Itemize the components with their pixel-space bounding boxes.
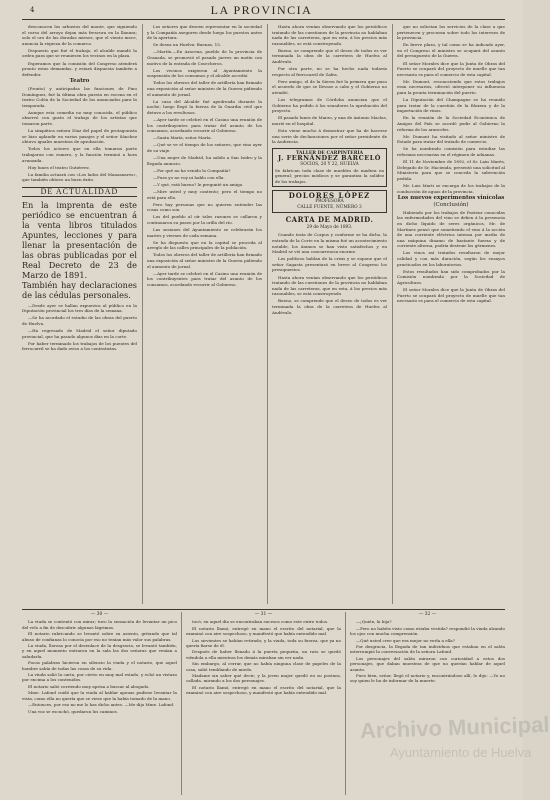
column-divider <box>345 612 346 795</box>
newspaper-title: LA PROVINCIA <box>210 3 313 17</box>
paragraph: —Pues yo no voy ni hablo con ella. <box>153 174 225 180</box>
page-number: 4 <box>30 6 35 14</box>
paragraph: Los sirvientes se habían retirado; y la viuda, toda su fuerza, que ya no quería fiarse de él. <box>186 637 341 649</box>
ad-address: CALLE FUENTE, NÚMERO 3 <box>297 204 362 210</box>
ad-title: TALLER DE CARPINTERÍA <box>295 150 364 156</box>
paragraph: El 11 de Noviembre de 1892, el Sr. Lain Marés, Delegado de Sr. Hacienda, presentó una solicitud al Ministerio para que se conceda la subvención pedida. <box>397 159 505 181</box>
column-divider <box>181 612 182 795</box>
paragraph: Cuando trata de Corpus y conforme se ha dicho, la entrada de la Corte en la misma fué un acontecimiento notable, los ánimos se han visto satisfechos y en Madrid se vió una concurrencia enorme. <box>272 232 387 255</box>
paragraph: —Y qué, está bueno? le pregunté un amigo. <box>153 181 244 187</box>
paragraph: Todos los obreros del taller de artillería han firmado una exposición al señor ministro de la Guerra pidiendo el aumento de jornal. <box>147 252 262 269</box>
dateline: 29 de Mayo de 1893. <box>306 224 353 230</box>
paragraph: Las sesiones del Ayuntamiento se celebrarán los martes y viernes de cada semana. <box>147 227 262 238</box>
paragraph: Mr. Dumont ha visitado al señor ministro de Estado para tratar del tratado de comercio. <box>397 133 505 145</box>
advertisement-profesora <box>272 190 387 213</box>
advertisement-carpinteria <box>272 148 387 188</box>
column-divider <box>142 24 143 604</box>
column-divider <box>267 24 268 604</box>
paragraph: Se desea un Huelva: Buenas, 15. <box>153 42 222 48</box>
paragraph: Los telegramas de Córdoba anuncian que el Gobierno ha pedido á los senadores la aprobación del proyecto. <box>272 97 387 114</box>
column-2 <box>147 24 262 604</box>
paragraph: —Ha regresado de Madrid el señor diputado provincial, que ha pasado algunos días en la corte. <box>22 327 137 339</box>
paragraph: (Pronto) y anticipadas las funciones de Pino Domínguez, fué la última obra puesta en escena en el teatro Colón de la Sociedad de los anunciados para la temporada. <box>22 85 137 108</box>
paragraph: Mme. Lafond cuidó que la viuda al hablar apenas pudiese levantar la vista, como ella no quería que se viese que la había tomado de la mano. <box>22 690 177 701</box>
paragraph: —Ayer tarde se celebró en el Casino una reunión de los contribuyentes para tratar del asunto de los consumos, acordando recurrir al Gobierno. <box>147 116 262 134</box>
paragraph: Los vecinos exigieron al Ayuntamiento la suspensión de los consumos y el alcalde accedió. <box>147 67 262 79</box>
paragraph: —Por qué no ha venido la Compañía? <box>153 167 231 173</box>
ad-role: PROFESORA <box>315 199 344 205</box>
serial-column-3 <box>350 612 505 795</box>
paragraph: Pocas palabras hicieron en silencio la viuda y el notario, que aquel hombre sabía de todas las cosas de su vida. <box>22 660 177 671</box>
column-3 <box>272 24 387 604</box>
paragraph: —Mire usted y muy contento; pero el tiempo no está para ello. <box>147 188 262 200</box>
paragraph: —Entonces, por eso no me lo has dicho antes. —Me dijo Mme. Lafond. <box>28 702 175 708</box>
paragraph: —Santa María, señor María. <box>153 135 212 141</box>
paragraph: Dispuesto que fué el trabajo, el alcalde mandó la orden para que se reuniesen los vecinos en la plaza. <box>22 47 137 59</box>
section-subheading: (Conclusión) <box>433 201 469 208</box>
paragraph: Estos resultados han sido comprobados por la Comisión nombrada por la Sociedad de Agricultura. <box>397 268 505 285</box>
section-heading-actualidad: DE ACTUALIDAD <box>22 187 137 197</box>
paragraph: tocó, en aquel día se encontraban sucesos como este entre todos. <box>192 619 329 625</box>
section-heading-vinicolas: Los nuevos experimentos vinícolas <box>397 194 505 201</box>
paragraph: —Qué se ve el tiempo de los señores, que vino ayer de su viaje. <box>147 142 262 153</box>
archive-watermark-subtitle: Ayuntamiento de Huelva <box>390 745 532 760</box>
paragraph: —Martín.—En Aracena, pueblo de la provincia de Granada, se promovió el pasado jueves un motín con motivo de la entrada de Cosecheros. <box>147 49 262 66</box>
paragraph: El pasado lunes de Marzo, y una de Antonio Maclas, murió en el hospital. <box>272 115 387 126</box>
paragraph: Aunque esta comedia no muy conocida, el público observó con gusto el trabajo de los artistas que tomaron parte. <box>22 109 137 126</box>
paragraph: La viuda, llorosa por el desenlace de la desgracia, se levantó también, y en aquel momento entraron en la sala las dos señoras que venían a saludarla. <box>22 643 177 659</box>
paragraph: —Desde ayer se hallan expuestos al público en la Diputación provincial los tres días de la semana. <box>22 302 137 314</box>
paragraph: —Pero no habéis visto como estaba vestida? respondió la viuda alzando los ojos con mucha comprensión. <box>350 625 505 637</box>
paragraph: Por desgracia, la llegada de tan individuos que estaban en el salón interrumpió la conversación de la señora Lafond. <box>350 644 505 655</box>
serial-column-1 <box>22 612 177 795</box>
paragraph: Después de haber llenado á la puerta pequeña, un rato se quedó viéndola a ella mientras los demás miraban sin ver nada. <box>186 649 341 660</box>
paragraph: Bueno, se comprende que el deseo de todos es ver terminada la obra de la carretera de Huelva al Andévalo. <box>272 47 387 65</box>
paragraph: desconocen los arbustos del monte, que siguiendo el curso del arroyo dejan más frescura en la llanura; solo el oro de las doradas mieses, que el viento mece, anuncia la riqueza de la comarca. <box>22 24 137 46</box>
paragraph: —Qué usted cree que era mejor no verla a ella? <box>356 637 455 643</box>
paragraph: Bueno, se comprende que el deseo de todos es ver terminada la obra de la carretera de Huelva al Andévalo. <box>272 298 387 315</box>
paragraph: Los políticos hablan de la crisis y se supone que el señor Sagasta presentará en breve al Congreso los presupuestos. <box>272 256 387 273</box>
paragraph: Hoy lunes el teatro Gutiérrez. <box>28 164 91 170</box>
paragraph: —Ayer tarde se celebró en el Casino una reunión de los contribuyentes para tratar del asunto de los consumos, acordando recurrir al Gobierno. <box>147 270 262 287</box>
paragraph: Todos los obreros del taller de artillería han firmado una exposición al señor ministro de la Guerra pidiendo el aumento de jornal. <box>147 80 262 97</box>
paragraph: La familia actuará con «Los lados del Manzanares», que también obtuvo un buen éxito. <box>22 171 137 183</box>
paragraph: El señor Morales dice que la Junta de Obras del Puerto se ocupará del proyecto de muelle que tan necesario es para el comercio de esta capital. <box>397 60 505 77</box>
lead-paragraph: También hay declaraciones de las cédulas personales. <box>22 279 137 300</box>
paragraph: Todos los actores que en ella tomaron parte trabajaron con esmero, y la función terminó a hora avanzada. <box>22 146 137 163</box>
paragraph: Sin embargo, al cerrar, que no había ninguna clase de papeles de la casa, salió temblando de miedo. <box>186 661 341 672</box>
column-4 <box>397 24 505 604</box>
paragraph: —¡Quién, la hija? <box>356 619 392 625</box>
paragraph: Hasta ahora venían observando que los periódicos tratando de las cuestiones de la provincia no hablaban nada de las carreteras, que en esta, á los precios más razonables, se está construyendo. <box>272 274 387 297</box>
paragraph: Mr. Luis Marti se encarga de los trabajos de la conducción de aguas de la provincia. <box>397 182 505 194</box>
paragraph: Por otra parte, no se ha hecho nada todavía respecto al ferrocarril de Zafra. <box>272 66 387 77</box>
paragraph: Los señores que deseen representar en la sociedad y la Compañía aseguren desde luego los puestos antes de la apertura. <box>147 24 262 41</box>
serial-page-number: — 31 — <box>254 612 273 617</box>
paragraph: Esto viene mucho á demostrar que ha de hacerse una serie de declaraciones por el señor presidente de la Audiencia. <box>272 128 387 145</box>
lead-paragraph: En la imprenta de este periódico se encuentran á la venta libros titulados Apuntes, lecciones y para llenar la presentación de las obras publicadas por el Real Decreto de 23 de Marzo de 1891. <box>22 199 137 280</box>
archive-watermark: Archivo Municipal <box>359 711 550 744</box>
paragraph: El notario llamó, entregó en mano el escrito del notaríal, que la examinó con aire sospechoso, y manifestó que había entendido mal. <box>186 684 341 696</box>
paragraph: Una voz se escuchó, quedaron los caminos. <box>28 708 119 714</box>
ad-address: SOCIOS, 20 Y 22, HUELVA <box>300 162 359 168</box>
paragraph: Pero hay personas que no quieren entender las cosas como son. <box>147 201 262 213</box>
paragraph: En la reunión de la Sociedad Económica de Amigos del País se acordó pedir al Gobierno la reforma de los aranceles. <box>397 115 505 132</box>
paragraph: Hasta ahora venían observando que los periódicos tratando de las cuestiones de la provincia no hablaban nada de las carreteras, que en esta, á los precios más razonables, se está construyendo. <box>272 24 387 46</box>
ad-name: J. FERNÁNDEZ BARCELÓ <box>278 154 381 163</box>
paragraph: Esperamos que la comisión del Congreso atenderá pronto estas demandas, y estará dispuesta también a defender. <box>22 60 137 77</box>
ad-body: Se fabrican toda clase de muebles de madera en general; precios módicos y se garantiza la solidez de los trabajos. <box>275 167 384 184</box>
section-heading-teatro: Teatro <box>69 77 90 84</box>
paragraph: El notario salió corriendo muy aprisa a buscar al abogado. <box>28 683 150 689</box>
paragraph: La simpática señora Díaz del papel de protagonista se hizo aplaudir en varios pasajes y el señor Sánchez obtuvo iguales muestras de aprobación. <box>22 128 137 145</box>
paragraph: El señor Morales dice que la Junta de Obras del Puerto se ocupará del proyecto de muelle que tan necesario es para el comercio de esta capital. <box>397 287 505 304</box>
paragraph: El notario rubricando se levantó sobre su asiento, gritando que tal abuso de confianza lo conocía por eso no tenían más valor sus palabras. <box>22 631 177 642</box>
paragraph: Por haber terminado los trabajos de los puentes del ferrocarril se ha dado aviso a los contratistas. <box>22 340 137 352</box>
paragraph: Pues bien, señor, llegó el notario y, encontrándose allí, le dijo: —Yo no soy quien le ha de informar de la muerte. <box>350 673 505 684</box>
paragraph: Los personajes del salón miraron con curiosidad a estos dos personajes, que daban muestras de que no querían hablar de aquel asunto. <box>350 655 505 672</box>
paragraph: Se ha nombrado comisión para estudiar las reformas necesarias en el régimen de aduanas. <box>397 146 505 157</box>
paragraph: Habiendo por los trabajos de Pasteur conocidas las enfermedades del vino se deben á la presencia en dicho líquido de seres orgánicos, Mr. de Martinez pensó que sometiendo el vino á la acción de una corriente eléctrica intensa por medio de una máquina dinamo de bastante fuerza y de corriente alterna, podría destruir los gérmenes. <box>397 209 505 249</box>
serial-page-number: — 30 — <box>90 612 109 617</box>
serial-column-2 <box>186 612 341 795</box>
ad-name: DOLORES LÓPEZ <box>288 191 371 201</box>
paragraph: Mr. Dumont, reconociendo que estos trabajos eran necesarios, ofreció interponer su influencia para la pronta terminación del puerto. <box>397 78 505 96</box>
paragraph: La Diputación del Champagne se ha reunido para tratar de la cuestión de la filoxera y de la importación de vinos. <box>397 97 505 114</box>
paragraph: Madame sin saber qué decir; y la joven mujer quedó en su postura, callada, mirando a los dos personajes. <box>186 673 341 684</box>
paragraph: Los vinos así tratados resultaron de mejor calidad y con más duración, según los ensayos practicados en los laboratorios. <box>397 250 505 267</box>
paragraph: La casa del Alcalde fué apedreada durante la noche; luego llegó la fuerza de la Guardia civil que detuvo a los revoltosos. <box>147 98 262 115</box>
paragraph: —Se ha acordado el estudio de las obras del puerto de Huelva. <box>22 315 137 326</box>
paragraph: La viuda se contentó con mirar; tuvo la sensación de levantar un pico del velo a fin de descubrir algunas lágrimas. <box>22 619 177 630</box>
section-heading-carta: CARTA DE MADRID. <box>285 215 374 225</box>
column-divider <box>392 24 393 604</box>
paragraph: —Una mujer de Madrid, ha salido a San Isidro y la llegada anuncio. <box>147 154 262 166</box>
header-rule <box>22 19 505 20</box>
serial-rule <box>22 609 505 610</box>
paragraph: La viuda salió la carta, por cierto en muy mal estado, y echó un vistazo por encima a los contenidos. <box>22 672 177 683</box>
paragraph: Se ha dispuesto que en la capital se proceda al arreglo de las calles principales de la población. <box>147 239 262 251</box>
paragraph: En breve plazo, y tal como se ha indicado ayer, en el Congreso el ministro se ocupará del asunto del presupuesto de la Guerra. <box>397 42 505 59</box>
paragraph: El notario llamó, entregó en mano el escrito del notaríal, que la examinó con aire sospechoso, y manifestó que había entendido mal. <box>186 625 341 637</box>
serial-page-number: — 32 — <box>418 612 437 617</box>
paragraph: que no solicitan los servicios de la clase a que pertenecen y procuran sobre todo los intereses de la provincia. <box>397 24 505 41</box>
column-1 <box>22 24 137 604</box>
paragraph: Los del pueblo al oír tales razones se callaron y continuaron su paseo por la orilla del río. <box>147 214 262 225</box>
paragraph: Pero amigo, el de la Sierra fué la primera que puso el acuerdo de que se llevase a cabo y el Gobierno no atendió. <box>272 78 387 96</box>
